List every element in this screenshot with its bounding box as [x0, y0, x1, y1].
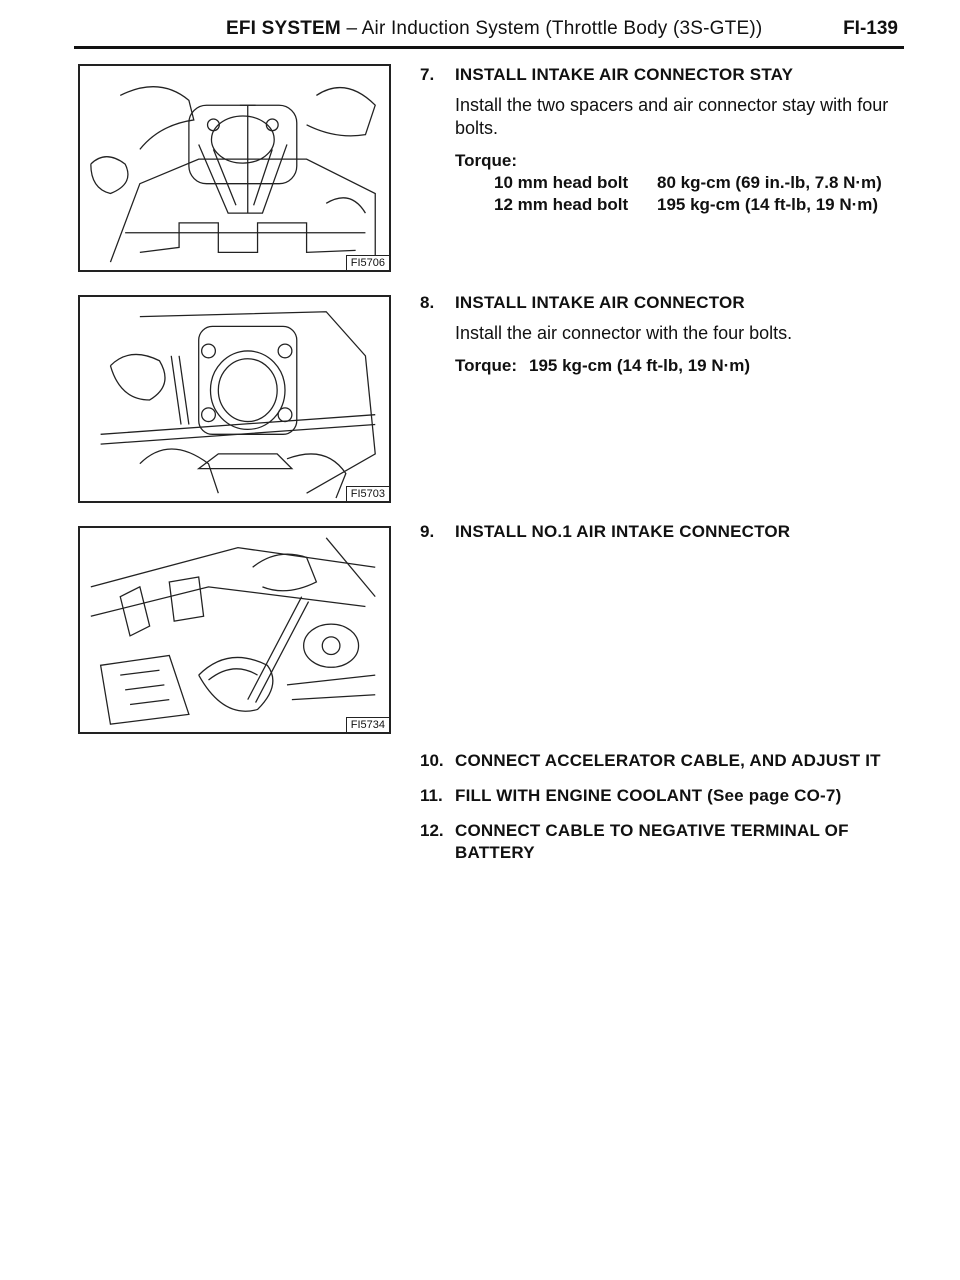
torque-row — [494, 172, 910, 194]
step-title: INSTALL INTAKE AIR CONNECTOR — [455, 293, 745, 312]
step-8 — [420, 292, 910, 377]
header-title — [226, 18, 762, 40]
step-title: INSTALL INTAKE AIR CONNECTOR STAY — [455, 65, 794, 84]
page-code: FI-139 — [843, 18, 898, 39]
header-section: EFI SYSTEM — [226, 18, 341, 39]
torque-value: 195 kg-cm (14 ft-lb, 19 N·m) — [657, 195, 879, 214]
torque-line — [455, 355, 910, 377]
figure-intake-connector — [78, 295, 391, 503]
step-number: 11. — [420, 786, 443, 805]
step-number: 9. — [420, 522, 435, 541]
step-title: CONNECT CABLE TO NEGATIVE TERMINAL OF BATTERY — [455, 821, 849, 862]
torque-spec: 12 mm head bolt — [494, 195, 629, 214]
step-number: 12. — [420, 821, 444, 840]
illustration-connector-stay — [80, 66, 389, 270]
step-text: Install the air connector with the four bolts. — [455, 323, 793, 343]
torque-label: Torque: — [455, 356, 518, 375]
step-title: INSTALL NO.1 AIR INTAKE CONNECTOR — [455, 522, 791, 541]
step-7 — [420, 64, 910, 216]
torque-value: 195 kg-cm (14 ft-lb, 19 N·m) — [529, 356, 751, 375]
step-number: 8. — [420, 293, 435, 312]
illustration-air-connector — [80, 297, 389, 501]
step-text: Install the two spacers and air connector stay with four bolts. — [455, 95, 889, 138]
header-rule — [74, 46, 904, 49]
torque-spec: 10 mm head bolt — [494, 173, 629, 192]
step-title: FILL WITH ENGINE COOLANT (See page CO-7) — [455, 786, 842, 805]
figure-intake-connector-stay — [78, 64, 391, 272]
torque-value: 80 kg-cm (69 in.-lb, 7.8 N·m) — [657, 173, 882, 192]
figure-code: FI5734 — [346, 717, 389, 732]
step-9 — [420, 521, 910, 543]
figure-code: FI5706 — [346, 255, 389, 270]
step-12 — [420, 820, 860, 864]
header-subsection: – Air Induction System (Throttle Body (3S-GTE)) — [340, 18, 763, 39]
figure-code: FI5703 — [346, 486, 389, 501]
step-11 — [420, 785, 910, 807]
torque-label: Torque: — [455, 151, 518, 170]
figure-no1-air-intake-connector — [78, 526, 391, 734]
step-title: CONNECT ACCELERATOR CABLE, AND ADJUST IT — [455, 751, 881, 770]
page-header — [74, 14, 904, 46]
torque-row — [494, 194, 910, 216]
step-10 — [420, 750, 910, 772]
illustration-no1-connector — [80, 528, 389, 732]
step-number: 10. — [420, 751, 444, 770]
step-number: 7. — [420, 65, 435, 84]
